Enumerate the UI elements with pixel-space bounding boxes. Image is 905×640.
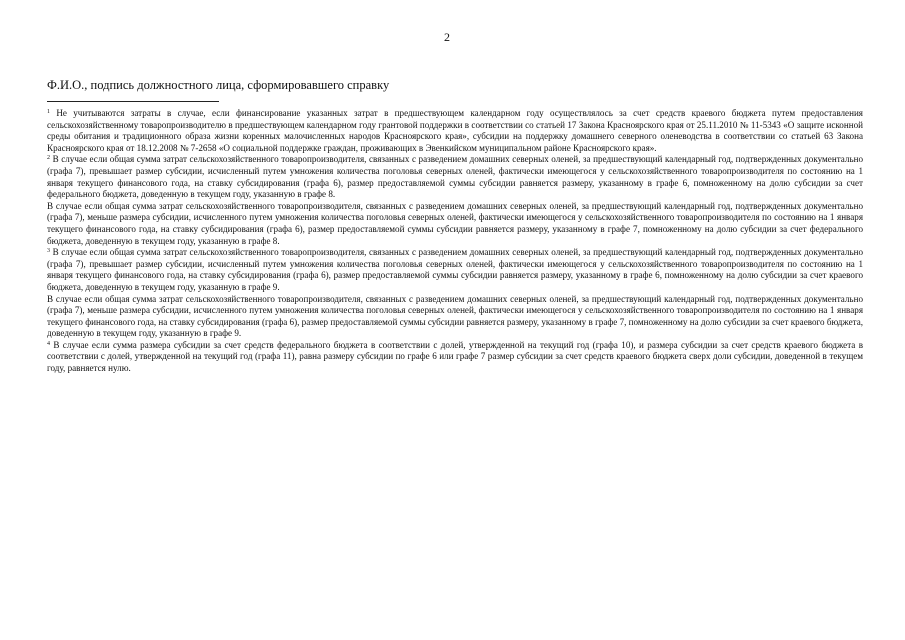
page-number: 2 (444, 30, 450, 44)
footnote-marker: 4 (47, 340, 50, 347)
footnote-text: В случае если общая сумма затрат сельскохозяйственного товаропроизводителя, связанных с разведением домашних северных оленей, за предшествующий календарный год, подтвержденных документально (графа 7), меньше размера субсидии, исчисленного путем умножения количества поголовья северных оленей, фактически имеющегося у сельскохозяйственного товаропроизводителя по состоянию на 1 января текущего финансового года, на ставку субсидирования (графа 6), размер предоставляемой суммы субсидии равняется размеру, указанному в графе 7, помноженному на долю субсидии за счет краевого бюджета, доведенную в текущем году, указанную в графе 9. (47, 293, 864, 339)
footnote-2-continuation (47, 201, 863, 247)
footnote-1 (47, 108, 863, 154)
footnote-marker: 2 (47, 155, 50, 162)
footnote-text: В случае если общая сумма затрат сельскохозяйственного товаропроизводителя, связанных с разведением домашних северных оленей, за предшествующий календарный год, подтвержденных документально (графа 7), меньше размера субсидии, исчисленного путем умножения количества поголовья северных оленей, фактически имеющегося у сельскохозяйственного товаропроизводителя по состоянию на 1 января текущего финансового года, на ставку субсидирования (графа 6), размер предоставляемой суммы субсидии равняется размеру, указанному в графе 7, помноженному на долю субсидии за счет федерального бюджета, доведенную в текущем году, указанную в графе 8. (47, 200, 863, 246)
footnotes-section (47, 108, 863, 375)
footnote-text: В случае если сумма размера субсидии за счет средств федерального бюджета в соответствии с долей, утвержденной на текущий год (графа 10), и размера субсидии за счет средств краевого бюджета в соответствии с долей, утвержденной на текущий год (графа 11), равна размеру субсидии по графе 6 или графе 7 размер субсидии за счет средств краевого бюджета сверх доли субсидии, доведенной в текущем году, равняется нулю. (47, 339, 863, 374)
footnote-3 (47, 247, 863, 293)
footnote-3-continuation (47, 294, 863, 340)
footnote-text: Не учитываются затраты в случае, если финансирование указанных затрат в предшествующем календарном году осуществлялось за счет средств краевого бюджета путем предоставления сельскохозяйственному товаропроизводителю в предшествующем календарном году грантовой поддержки в соответствии со статьей 17 Закона Красноярского края от 25.11.2010 № 11-5343 «О защите исконной среды обитания и традиционного образа жизни коренных малочисленных народов Красноярского края», субсидии на поддержку домашнего северного оленеводства в соответствии со статьей 63 Закона Красноярского края от 18.12.2008 № 7-2658 «О социальной поддержке граждан, проживающих в Эвенкийском муниципальном районе Красноярского края». (47, 108, 863, 153)
footnote-2 (47, 154, 863, 200)
footnote-4 (47, 340, 863, 375)
signature-label: Ф.И.О., подпись должностного лица, сформировавшего справку (47, 78, 390, 92)
footnote-divider (47, 101, 219, 102)
footnote-marker: 3 (47, 248, 50, 255)
footnote-text: В случае если общая сумма затрат сельскохозяйственного товаропроизводителя, связанных с разведением домашних северных оленей, за предшествующий календарный год, подтвержденных документально (графа 7), превышает размер субсидии, исчисленный путем умножения количества поголовья северных оленей, фактически имеющегося у сельскохозяйственного товаропроизводителя по состоянию на 1 января текущего финансового года, на ставку субсидирования (графа 6), размер предоставляемой суммы субсидии равняется размеру, указанному в графе 6, помноженному на долю субсидии за счет федерального бюджета, доведенную в текущем году, указанную в графе 8. (47, 154, 864, 200)
footnote-marker: 1 (47, 109, 50, 115)
footnote-text: В случае если общая сумма затрат сельскохозяйственного товаропроизводителя, связанных с разведением домашних северных оленей, за предшествующий календарный год, подтвержденных документально (графа 7), превышает размер субсидии, исчисленный путем умножения количества поголовья северных оленей, фактически имеющегося у сельскохозяйственного товаропроизводителя по состоянию на 1 января текущего финансового года, на ставку субсидирования (графа 6), размер предоставляемой суммы субсидии равняется размеру, указанному в графе 6, помноженному на долю субсидии за счет краевого бюджета, доведенную в текущем году, указанную в графе 9. (47, 247, 864, 292)
